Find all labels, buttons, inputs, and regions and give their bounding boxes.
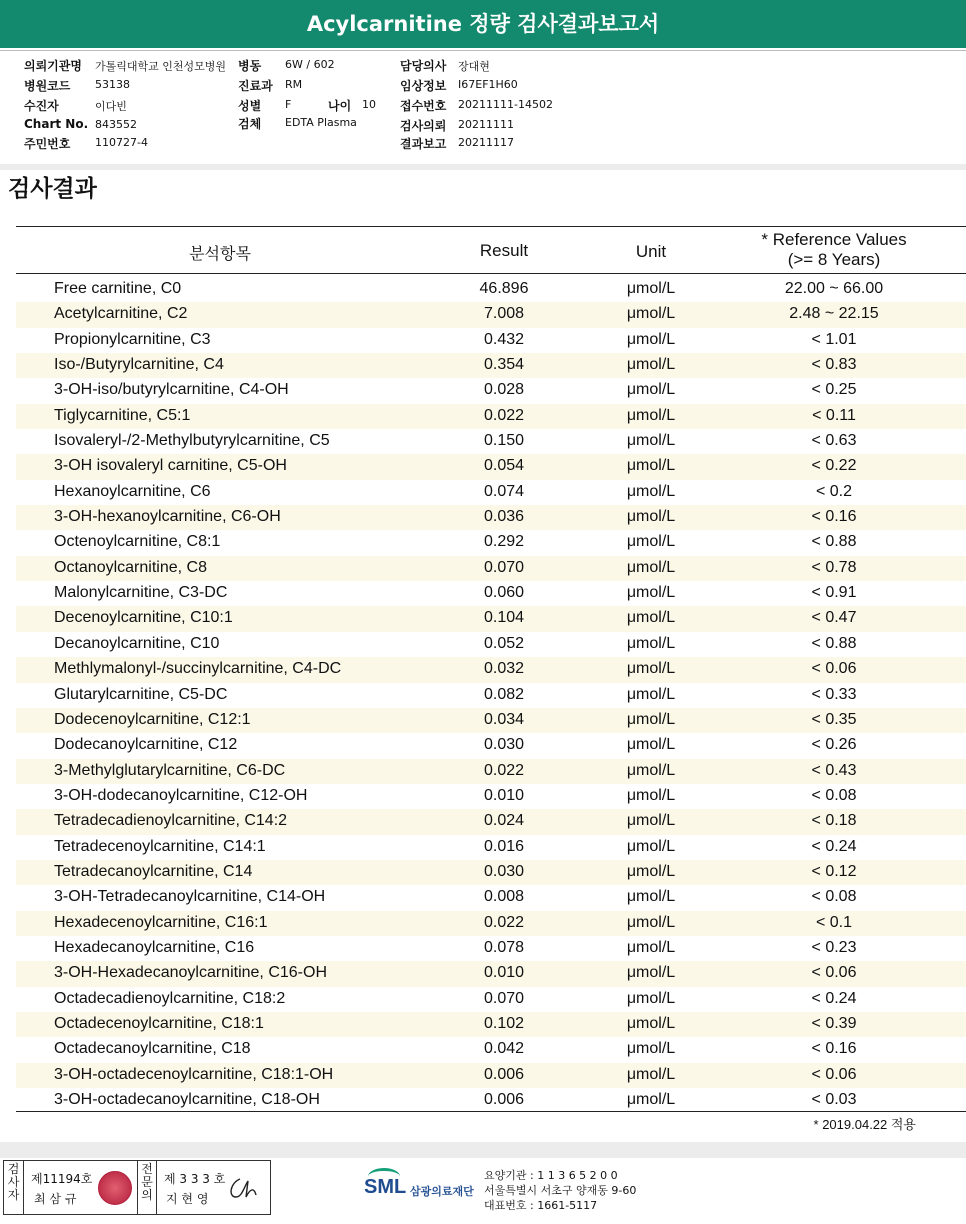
analyte-name: Glutarylcarnitine, C5-DC (54, 685, 228, 703)
reference-value: < 0.22 (811, 457, 857, 475)
request-label: 검사의뢰 (400, 119, 447, 133)
patient-value: 이다빈 (95, 100, 127, 113)
result-value: 0.292 (483, 533, 525, 551)
result-value: 0.036 (483, 508, 525, 526)
unit-value: μmol/L (626, 305, 676, 323)
reference-value: < 0.23 (811, 938, 857, 956)
reference-value: < 0.12 (811, 862, 857, 880)
doctor-value: 장대현 (458, 60, 490, 73)
results-table-body (16, 277, 966, 1113)
reference-value: < 0.26 (811, 736, 857, 754)
unit-value: μmol/L (626, 736, 676, 754)
reference-value: < 0.35 (811, 710, 857, 728)
table-row (16, 759, 966, 784)
age-label: 나이 (328, 99, 352, 113)
specimen-label: 검체 (238, 117, 262, 131)
result-value: 0.354 (483, 356, 525, 374)
analyte-name: Octadecanoylcarnitine, C18 (54, 1040, 251, 1058)
table-row (16, 683, 966, 708)
table-row (16, 936, 966, 961)
reference-value: < 0.63 (811, 432, 857, 450)
result-value: 0.032 (483, 660, 525, 678)
reference-value: < 0.25 (811, 381, 857, 399)
analyte-name: Dodecenoylcarnitine, C12:1 (54, 710, 251, 728)
reference-value: < 0.06 (811, 1065, 857, 1083)
reference-value: < 0.43 (811, 761, 857, 779)
seal-stamp (98, 1171, 132, 1205)
analyte-name: 3-OH-Hexadecanoylcarnitine, C16-OH (54, 964, 327, 982)
reference-value: < 0.2 (815, 482, 853, 500)
unit-value: μmol/L (626, 457, 676, 475)
unit-value: μmol/L (626, 938, 676, 956)
table-row (16, 429, 966, 454)
analyte-name: Hexanoylcarnitine, C6 (54, 482, 211, 500)
unit-value: μmol/L (626, 888, 676, 906)
table-row (16, 277, 966, 302)
table-row (16, 378, 966, 403)
result-value: 0.016 (483, 837, 525, 855)
header-result: Result (479, 241, 529, 260)
unit-value: μmol/L (626, 710, 676, 728)
hospital-value: 가톨릭대학교 인천성모병원 (95, 60, 227, 73)
result-value: 0.022 (483, 913, 525, 931)
signature-box (3, 1160, 271, 1215)
reference-value: < 0.11 (812, 406, 856, 424)
chart-label: Chart No. (24, 117, 89, 131)
unit-value: μmol/L (626, 1091, 676, 1108)
reference-value: < 0.39 (811, 1014, 857, 1032)
receipt-value: 20211111-14502 (458, 98, 553, 111)
result-value: 0.070 (483, 558, 525, 576)
unit-value: μmol/L (626, 964, 676, 982)
analyte-name: 3-OH-iso/butyrylcarnitine, C4-OH (54, 381, 289, 399)
result-value: 0.070 (483, 989, 525, 1007)
table-row (16, 581, 966, 606)
report-title: Acylcarnitine 정량 검사결과보고서 (0, 0, 966, 48)
result-value: 0.052 (483, 634, 525, 652)
specimen-value: EDTA Plasma (285, 116, 357, 129)
divider (0, 164, 966, 170)
report-date-label: 결과보고 (400, 137, 447, 151)
sex-label: 성별 (238, 99, 262, 113)
analyte-name: Decenoylcarnitine, C10:1 (54, 609, 233, 627)
analyte-name: Propionylcarnitine, C3 (54, 330, 211, 348)
unit-value: μmol/L (626, 1014, 676, 1032)
reference-value: 22.00 ~ 66.00 (784, 280, 884, 297)
table-row (16, 454, 966, 479)
sex-value: F (285, 98, 292, 111)
analyte-name: Free carnitine, C0 (54, 280, 182, 297)
header-ref (734, 230, 934, 270)
table-row (16, 657, 966, 682)
reference-value: < 1.01 (811, 330, 857, 348)
analyte-name: 3-OH-dodecanoylcarnitine, C12-OH (54, 786, 308, 804)
request-value: 20211111 (458, 118, 514, 131)
result-value: 0.024 (483, 812, 525, 830)
table-row (16, 961, 966, 986)
reference-value: < 0.03 (811, 1091, 857, 1108)
phone: 대표번호 : 1661-5117 (484, 1199, 598, 1212)
doctor-label: 담당의사 (400, 59, 447, 73)
analyte-name: Tetradecanoylcarnitine, C14 (54, 862, 253, 880)
table-row (16, 1012, 966, 1037)
ward-value: 6W / 602 (285, 58, 335, 71)
result-value: 0.082 (483, 685, 525, 703)
analyte-name: 3-OH-octadecanoylcarnitine, C18-OH (54, 1091, 320, 1108)
analyte-name: Malonylcarnitine, C3-DC (54, 584, 228, 602)
reference-value: < 0.1 (815, 913, 853, 931)
footer-divider (0, 1142, 966, 1158)
analyte-name: Tetradecenoylcarnitine, C14:1 (54, 837, 266, 855)
result-value: 0.030 (483, 862, 525, 880)
table-row (16, 835, 966, 860)
report-date-value: 20211117 (458, 136, 514, 149)
id-label: 주민번호 (24, 137, 71, 151)
result-value: 46.896 (479, 280, 529, 297)
unit-value: μmol/L (626, 1065, 676, 1083)
result-value: 0.054 (483, 457, 525, 475)
dept-value: RM (285, 78, 303, 91)
unit-value: μmol/L (626, 406, 676, 424)
analyte-name: Tetradecadienoylcarnitine, C14:2 (54, 812, 288, 830)
table-row (16, 809, 966, 834)
table-row (16, 353, 966, 378)
reference-value: < 0.78 (811, 558, 857, 576)
table-row (16, 1037, 966, 1062)
reference-value: < 0.18 (811, 812, 857, 830)
reference-value: < 0.88 (811, 634, 857, 652)
reference-value: < 0.88 (811, 533, 857, 551)
table-top-rule (16, 226, 966, 227)
result-value: 0.060 (483, 584, 525, 602)
reference-value: < 0.08 (811, 888, 857, 906)
analyte-name: Hexadecanoylcarnitine, C16 (54, 938, 255, 956)
table-row (16, 708, 966, 733)
result-value: 0.030 (483, 736, 525, 754)
unit-value: μmol/L (626, 356, 676, 374)
specialist-label: 전 문 의 (137, 1161, 157, 1214)
result-value: 0.010 (483, 786, 525, 804)
table-row (16, 911, 966, 936)
result-value: 0.432 (483, 330, 525, 348)
unit-value: μmol/L (626, 989, 676, 1007)
unit-value: μmol/L (626, 761, 676, 779)
result-value: 0.074 (483, 482, 525, 500)
table-row (16, 606, 966, 631)
result-value: 0.006 (483, 1065, 525, 1083)
care-code: 요양기관 : 1 1 3 6 5 2 0 0 (484, 1169, 618, 1182)
reference-value: < 0.91 (811, 584, 857, 602)
reference-value: < 0.06 (811, 964, 857, 982)
tester-label: 검 사 자 (4, 1161, 24, 1214)
table-row (16, 987, 966, 1012)
table-row (16, 1088, 966, 1113)
result-value: 0.150 (483, 432, 525, 450)
hospital-label: 의뢰기관명 (24, 59, 82, 73)
reference-value: < 0.16 (811, 508, 857, 526)
unit-value: μmol/L (626, 584, 676, 602)
header-unit: Unit (635, 242, 667, 261)
result-value: 0.022 (483, 406, 525, 424)
analyte-name: Hexadecenoylcarnitine, C16:1 (54, 913, 268, 931)
table-row (16, 733, 966, 758)
result-value: 0.104 (483, 609, 525, 627)
unit-value: μmol/L (626, 1040, 676, 1058)
unit-value: μmol/L (626, 432, 676, 450)
unit-value: μmol/L (626, 634, 676, 652)
logo-text: SML (364, 1176, 407, 1198)
section-title: 검사결과 (8, 176, 97, 202)
receipt-label: 접수번호 (400, 99, 447, 113)
id-value: 110727-4 (95, 136, 148, 149)
table-row (16, 784, 966, 809)
analyte-name: Dodecanoylcarnitine, C12 (54, 736, 238, 754)
unit-value: μmol/L (626, 609, 676, 627)
unit-value: μmol/L (626, 558, 676, 576)
clinical-label: 임상정보 (400, 79, 447, 93)
reference-value: < 0.16 (811, 1040, 857, 1058)
patient-label: 수진자 (24, 99, 59, 113)
unit-value: μmol/L (626, 812, 676, 830)
unit-value: μmol/L (626, 786, 676, 804)
reference-note: * 2019.04.22 적용 (813, 1117, 916, 1132)
table-bottom-rule (16, 1111, 966, 1112)
result-value: 0.102 (483, 1014, 525, 1032)
analyte-name: Tiglycarnitine, C5:1 (54, 406, 191, 424)
analyte-name: 3-OH isovaleryl carnitine, C5-OH (54, 457, 287, 475)
analyte-name: Octadecadienoylcarnitine, C18:2 (54, 989, 286, 1007)
org-name: 삼광의료재단 (410, 1185, 474, 1198)
table-header-rule (16, 273, 966, 274)
reference-value: < 0.06 (811, 660, 857, 678)
unit-value: μmol/L (626, 280, 676, 297)
reference-value: < 0.24 (811, 989, 857, 1007)
result-value: 0.010 (483, 964, 525, 982)
result-value: 0.034 (483, 710, 525, 728)
reference-value: < 0.83 (811, 356, 857, 374)
clinical-value: I67EF1H60 (458, 78, 518, 91)
table-row (16, 480, 966, 505)
header-ref-line1: * Reference Values (761, 230, 907, 249)
analyte-name: Isovaleryl-/2-Methylbutyrylcarnitine, C5 (54, 432, 330, 450)
analyte-name: Octadecenoylcarnitine, C18:1 (54, 1014, 264, 1032)
tester-name: 최 삼 규 (34, 1192, 77, 1206)
unit-value: μmol/L (626, 862, 676, 880)
header-item: 분석항목 (189, 244, 251, 263)
analyte-name: 3-OH-Tetradecanoylcarnitine, C14-OH (54, 888, 326, 906)
table-row (16, 530, 966, 555)
reference-value: 2.48 ~ 22.15 (789, 305, 879, 323)
tester-license: 제11194호 (31, 1172, 93, 1186)
chart-value: 843552 (95, 118, 137, 131)
table-row (16, 556, 966, 581)
analyte-name: 3-OH-octadecenoylcarnitine, C18:1-OH (54, 1065, 334, 1083)
result-value: 0.022 (483, 761, 525, 779)
dept-label: 진료과 (238, 79, 273, 93)
code-label: 병원코드 (24, 79, 71, 93)
analyte-name: 3-Methylglutarylcarnitine, C6-DC (54, 761, 286, 779)
reference-value: < 0.47 (811, 609, 857, 627)
result-value: 0.042 (483, 1040, 525, 1058)
analyte-name: Methlymalonyl-/succinylcarnitine, C4-DC (54, 660, 342, 678)
unit-value: μmol/L (626, 837, 676, 855)
analyte-name: 3-OH-hexanoylcarnitine, C6-OH (54, 508, 281, 526)
table-row (16, 505, 966, 530)
code-value: 53138 (95, 78, 130, 91)
table-row (16, 860, 966, 885)
unit-value: μmol/L (626, 685, 676, 703)
table-row (16, 328, 966, 353)
unit-value: μmol/L (626, 381, 676, 399)
unit-value: μmol/L (626, 508, 676, 526)
reference-value: < 0.08 (811, 786, 857, 804)
specialist-name: 지 현 영 (166, 1192, 209, 1206)
specialist-license: 제 3 3 3 호 (164, 1172, 226, 1186)
analyte-name: Acetylcarnitine, C2 (54, 305, 188, 323)
unit-value: μmol/L (626, 660, 676, 678)
result-value: 0.006 (483, 1091, 525, 1108)
address: 서울특별시 서초구 양재동 9-60 (484, 1184, 637, 1197)
analyte-name: Iso-/Butyrylcarnitine, C4 (54, 356, 224, 374)
result-value: 0.028 (483, 381, 525, 399)
table-row (16, 885, 966, 910)
signature-icon (226, 1175, 262, 1203)
patient-info-panel (0, 50, 966, 166)
age-value: 10 (362, 98, 376, 111)
table-row (16, 302, 966, 327)
result-value: 0.078 (483, 938, 525, 956)
result-value: 0.008 (483, 888, 525, 906)
analyte-name: Decanoylcarnitine, C10 (54, 634, 220, 652)
unit-value: μmol/L (626, 482, 676, 500)
result-value: 7.008 (483, 305, 525, 323)
table-row (16, 404, 966, 429)
analyte-name: Octanoylcarnitine, C8 (54, 558, 207, 576)
unit-value: μmol/L (626, 913, 676, 931)
reference-value: < 0.24 (811, 837, 857, 855)
table-row (16, 632, 966, 657)
header-ref-line2: (>= 8 Years) (787, 250, 881, 269)
unit-value: μmol/L (626, 533, 676, 551)
unit-value: μmol/L (626, 330, 676, 348)
analyte-name: Octenoylcarnitine, C8:1 (54, 533, 221, 551)
reference-value: < 0.33 (811, 685, 857, 703)
ward-label: 병동 (238, 59, 262, 73)
table-row (16, 1063, 966, 1088)
